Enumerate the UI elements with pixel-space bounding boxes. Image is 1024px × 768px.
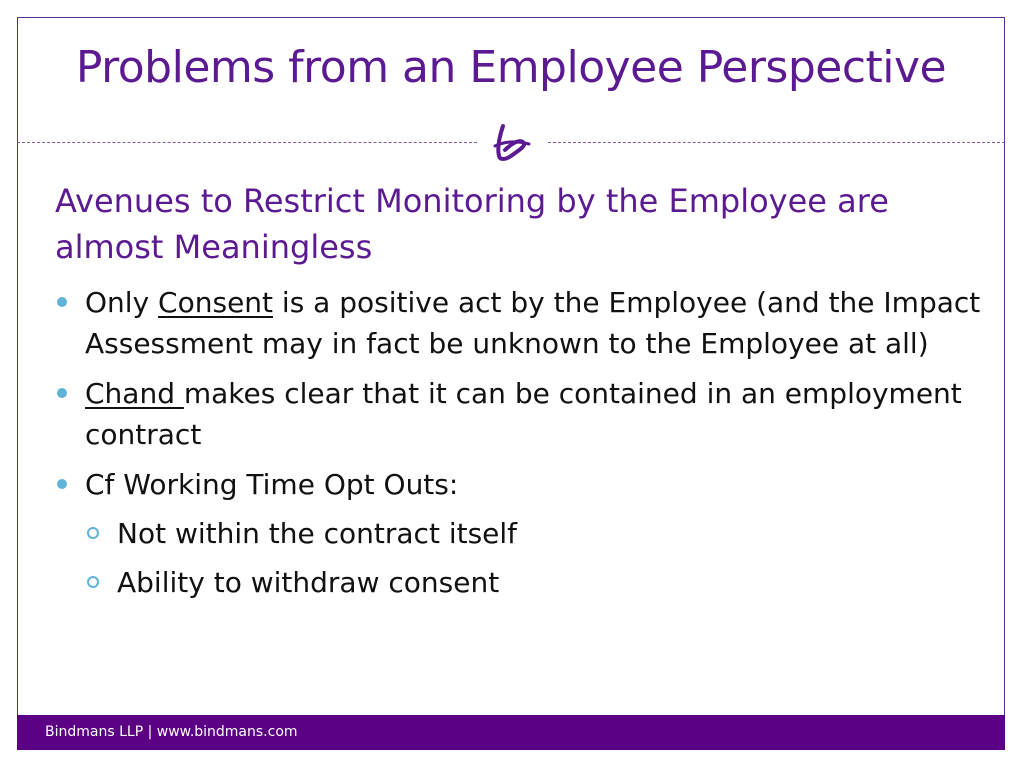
- bullet-text-pre: Only: [85, 286, 159, 319]
- header-divider-left: [17, 142, 477, 143]
- bullet-dot-icon: [57, 388, 67, 398]
- bullet-consent: [55, 282, 985, 364]
- bullet-text: Cf Working Time Opt Outs:: [85, 468, 459, 501]
- bullet-dot-icon: [57, 297, 67, 307]
- sub-bullet-text: Not within the contract itself: [117, 517, 518, 550]
- sub-bullet-text: Ability to withdraw consent: [117, 566, 500, 599]
- footer-bar: [17, 715, 1005, 750]
- footer-text: Bindmans LLP | www.bindmans.com: [45, 724, 298, 740]
- consent-underlined: Consent: [158, 286, 274, 319]
- slide-subheading: Avenues to Restrict Monitoring by the Employee are almost Meaningless: [55, 182, 889, 266]
- chand-underlined: Chand: [85, 377, 184, 410]
- hollow-circle-bullet-icon: [87, 576, 99, 588]
- bullet-text-post: makes clear that it can be contained in an employment contract: [85, 377, 962, 451]
- hollow-circle-bullet-icon: [87, 527, 99, 539]
- slide-title: Problems from an Employee Perspective: [75, 42, 947, 93]
- bullet-chand: [55, 373, 985, 455]
- header-divider-right: [548, 142, 1005, 143]
- bullet-text-post: is a positive act by the Employee (and the Impact Assessment may in fact be unknown to the Employee at all): [85, 286, 981, 360]
- bullet-working-time: [55, 464, 985, 603]
- bullet-list: [55, 282, 985, 612]
- bullet-dot-icon: [57, 479, 67, 489]
- sub-bullet-list: [85, 513, 985, 603]
- bindmans-b-logo-icon: [487, 120, 537, 166]
- sub-bullet-item: [85, 513, 985, 554]
- sub-bullet-item: [85, 562, 985, 603]
